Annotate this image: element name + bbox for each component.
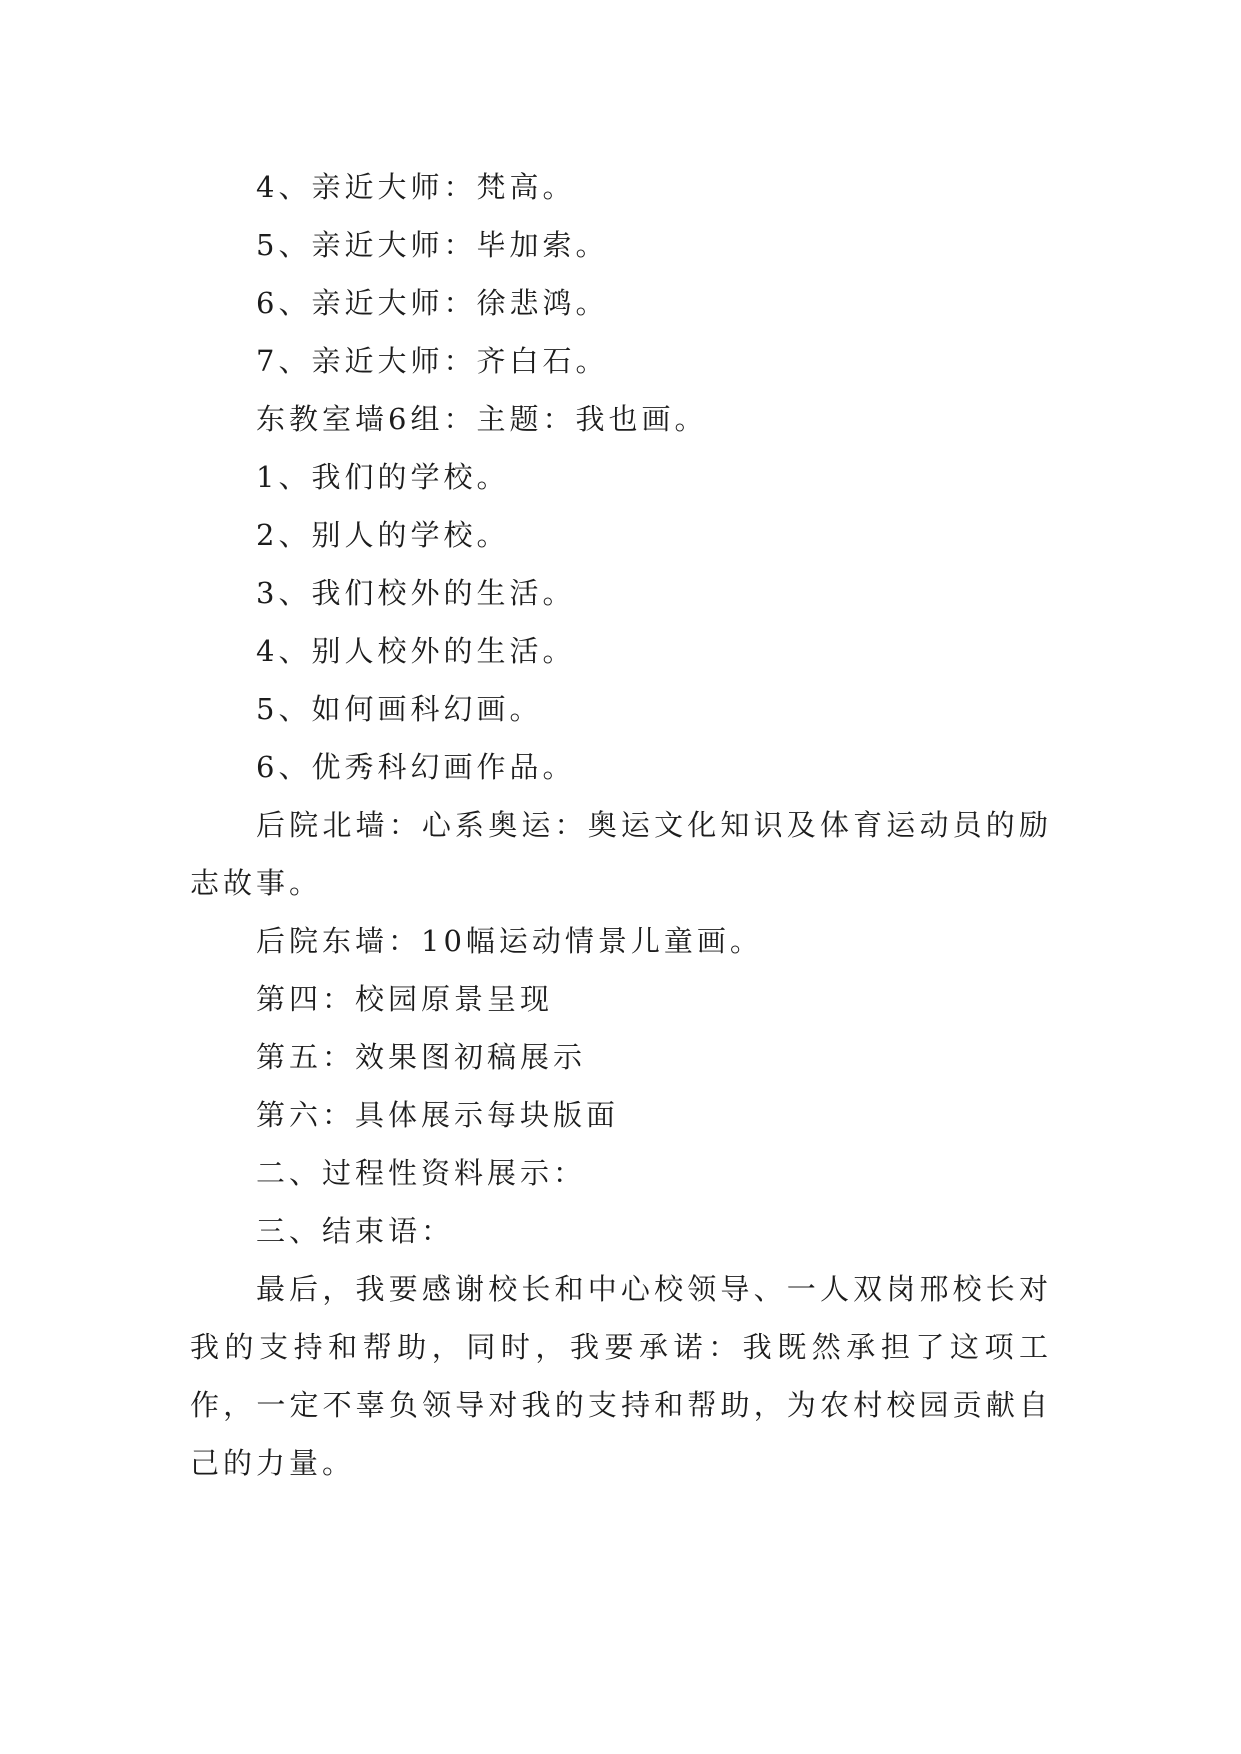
document-body [190, 158, 1052, 1492]
paragraph-sixth: 第六：具体展示每块版面 [256, 1098, 620, 1132]
paragraph-scifi-works: 6、优秀科幻画作品。 [256, 750, 576, 784]
paragraph-fourth: 第四：校园原景呈现 [256, 982, 554, 1016]
paragraph-master-picasso: 5、亲近大师：毕加索。 [256, 228, 609, 262]
heading-conclusion: 三、结束语： [256, 1214, 455, 1248]
paragraph-our-life-outside: 3、我们校外的生活。 [256, 576, 576, 610]
paragraph-others-life-outside: 4、别人校外的生活。 [256, 634, 576, 668]
paragraph-fifth: 第五：效果图初稿展示 [256, 1040, 587, 1074]
paragraph-master-xu-beihong: 6、亲近大师：徐悲鸿。 [256, 286, 609, 320]
paragraph-backyard-east-wall: 后院东墙：10幅运动情景儿童画。 [256, 924, 763, 958]
heading-process-materials: 二、过程性资料展示： [256, 1156, 587, 1190]
paragraph-master-qi-baishi: 7、亲近大师：齐白石。 [256, 344, 609, 378]
paragraph-closing-remarks: 最后，我要感谢校长和中心校领导、一人双岗邢校长对我的支持和帮助，同时，我要承诺：我既然承担了这项工作，一定不辜负领导对我的支持和帮助，为农村校园贡献自己的力量。 [190, 1272, 1052, 1480]
paragraph-our-school: 1、我们的学校。 [256, 460, 510, 494]
paragraph-other-school: 2、别人的学校。 [256, 518, 510, 552]
paragraph-backyard-north-wall: 后院北墙：心系奥运：奥运文化知识及体育运动员的励志故事。 [190, 808, 1052, 900]
paragraph-how-to-draw-scifi: 5、如何画科幻画。 [256, 692, 543, 726]
paragraph-east-classroom-wall: 东教室墙6组：主题：我也画。 [256, 402, 708, 436]
paragraph-master-van-gogh: 4、亲近大师：梵高。 [256, 170, 576, 204]
